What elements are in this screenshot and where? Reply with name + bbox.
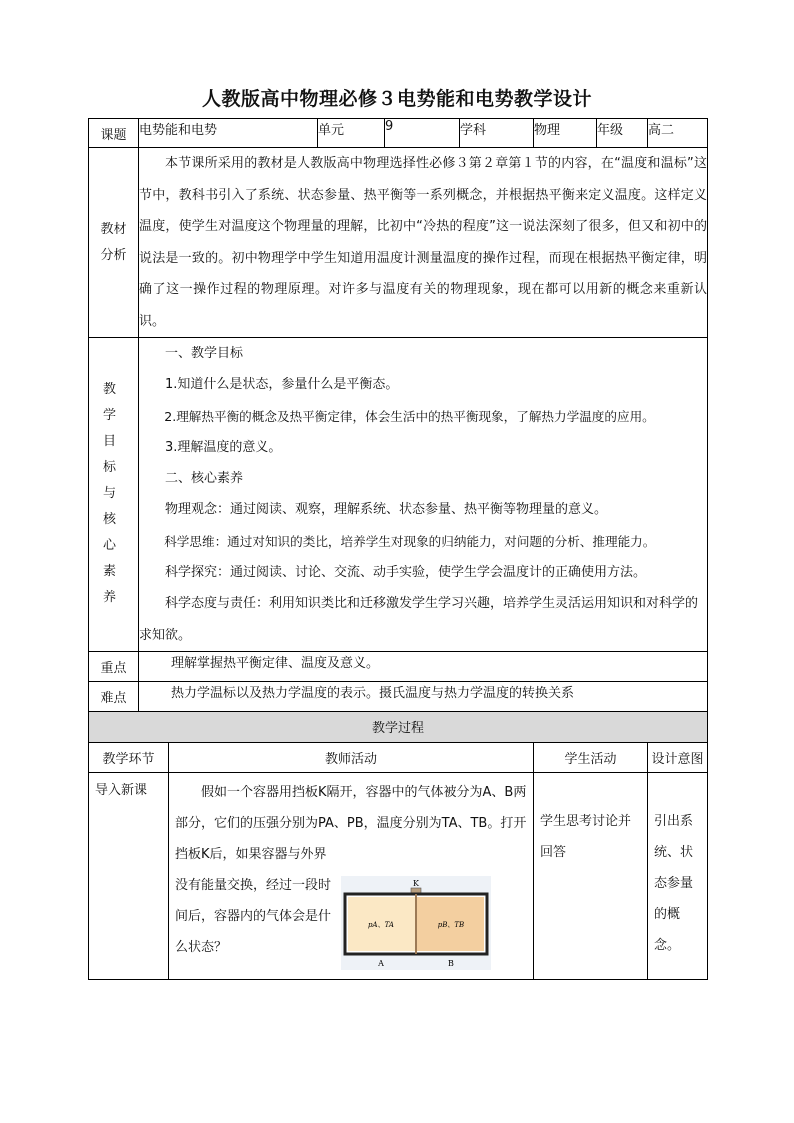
teacher-activity-intro: [169, 772, 534, 979]
difficulty-label: 难点: [89, 681, 139, 711]
lesson-plan-table: [88, 118, 708, 980]
unit-label: 单元: [318, 119, 385, 148]
process-title-row: [89, 711, 708, 742]
analysis-cell: [139, 148, 708, 338]
subject-label: 学科: [460, 119, 534, 148]
analysis-text: 本节课所采用的教材是人教版高中物理选择性必修３第２章第１节的内容，在“温度和温标”这节中，教科书引入了系统、状态参量、热平衡等一系列概念，并根据热平衡来定义温度。这样定义温度，使学生对温度这个物理量的理解，比初中“冷热的程度”这一说法深刻了很多，但又和初中的说法是一致的。初中物理学中学生知道用温度计测量温度的操作过程，而现在根据热平衡定律，明确了这一操作过程的物理原理。对许多与温度有关的物理现象，现在都可以用新的概念来重新认识。: [139, 156, 708, 329]
course-value: 电势能和电势: [139, 119, 318, 148]
difficulty-row: [89, 681, 708, 711]
core-3: 科学探究：通过阅读、讨论、交流、动手实验，使学生学会温度计的正确使用方法。: [165, 565, 647, 581]
student-activity-intro: 学生思考讨论并回答: [534, 772, 648, 979]
container-diagram: [341, 876, 491, 970]
difficulty-text: 热力学温标以及热力学温度的表示。摄氏温度与热力学温度的转换关系: [139, 681, 708, 711]
a-label: A: [378, 958, 384, 968]
goals-cell: [139, 338, 708, 652]
analysis-label: 教材分析: [89, 148, 139, 338]
course-label: 课题: [89, 119, 139, 148]
process-row-intro: [89, 772, 708, 979]
goals-section-2: 二、核心素养: [165, 471, 244, 487]
process-title: 教学过程: [89, 711, 708, 742]
core-2: 科学思维：通过对知识的类比，培养学生对现象的归纳能力，对问题的分析、推理能力。: [164, 533, 656, 549]
unit-value: 9: [385, 119, 460, 148]
right-chamber-label: pB、TB: [437, 920, 465, 929]
stage-intro: 导入新课: [89, 772, 169, 979]
teacher-text-1: 假如一个容器用挡板K隔开，容器中的气体被分为A、B两部分，它们的压强分别为PA、PB，温度分别为TA、TB。打开挡板K后，如果容器与外界: [175, 784, 527, 862]
goal-2: 2.理解热平衡的概念及热平衡定律，体会生活中的热平衡现象，了解热力学温度的应用。: [164, 408, 655, 424]
container-figure: [341, 876, 491, 974]
col-stage: 教学环节: [89, 742, 169, 772]
key-point-row: [89, 651, 708, 681]
teacher-text-2: 没有能量交换，经过一段时间后，容器内的气体会是什么状态？: [175, 877, 332, 955]
goal-3: 3.理解温度的意义。: [165, 439, 282, 455]
goals-row: [89, 338, 708, 652]
core-1: 物理观念：通过阅读、观察，理解系统、状态参量、热平衡等物理量的意义。: [165, 502, 608, 518]
col-teacher: 教师活动: [169, 742, 534, 772]
subject-value: 物理: [534, 119, 597, 148]
col-student: 学生活动: [534, 742, 648, 772]
b-label: B: [448, 958, 454, 968]
analysis-row: [89, 148, 708, 338]
col-intent: 设计意图: [648, 742, 708, 772]
k-label: K: [413, 878, 419, 888]
grade-label: 年级: [597, 119, 648, 148]
goals-section-1: 一、教学目标: [165, 346, 244, 361]
goals-label: 教学目标与核心素养: [89, 338, 139, 652]
page-title: 人教版高中物理必修３电势能和电势教学设计: [201, 88, 592, 110]
core-4: 科学态度与责任：利用知识类比和迁移激发学生学习兴趣，培养学生灵活运用知识和对科学的求知欲。: [139, 596, 699, 643]
key-point-text: 理解掌握热平衡定律、温度及意义。: [139, 651, 708, 681]
goal-1: 1.知道什么是状态，参量什么是平衡态。: [165, 377, 399, 393]
grade-value: 高二: [648, 119, 708, 148]
design-intent-intro: 引出系统、状态参量的概念。: [648, 772, 708, 979]
left-chamber-label: pA、TA: [368, 920, 394, 929]
header-row: [89, 119, 708, 148]
key-point-label: 重点: [89, 651, 139, 681]
process-header-row: [89, 742, 708, 772]
